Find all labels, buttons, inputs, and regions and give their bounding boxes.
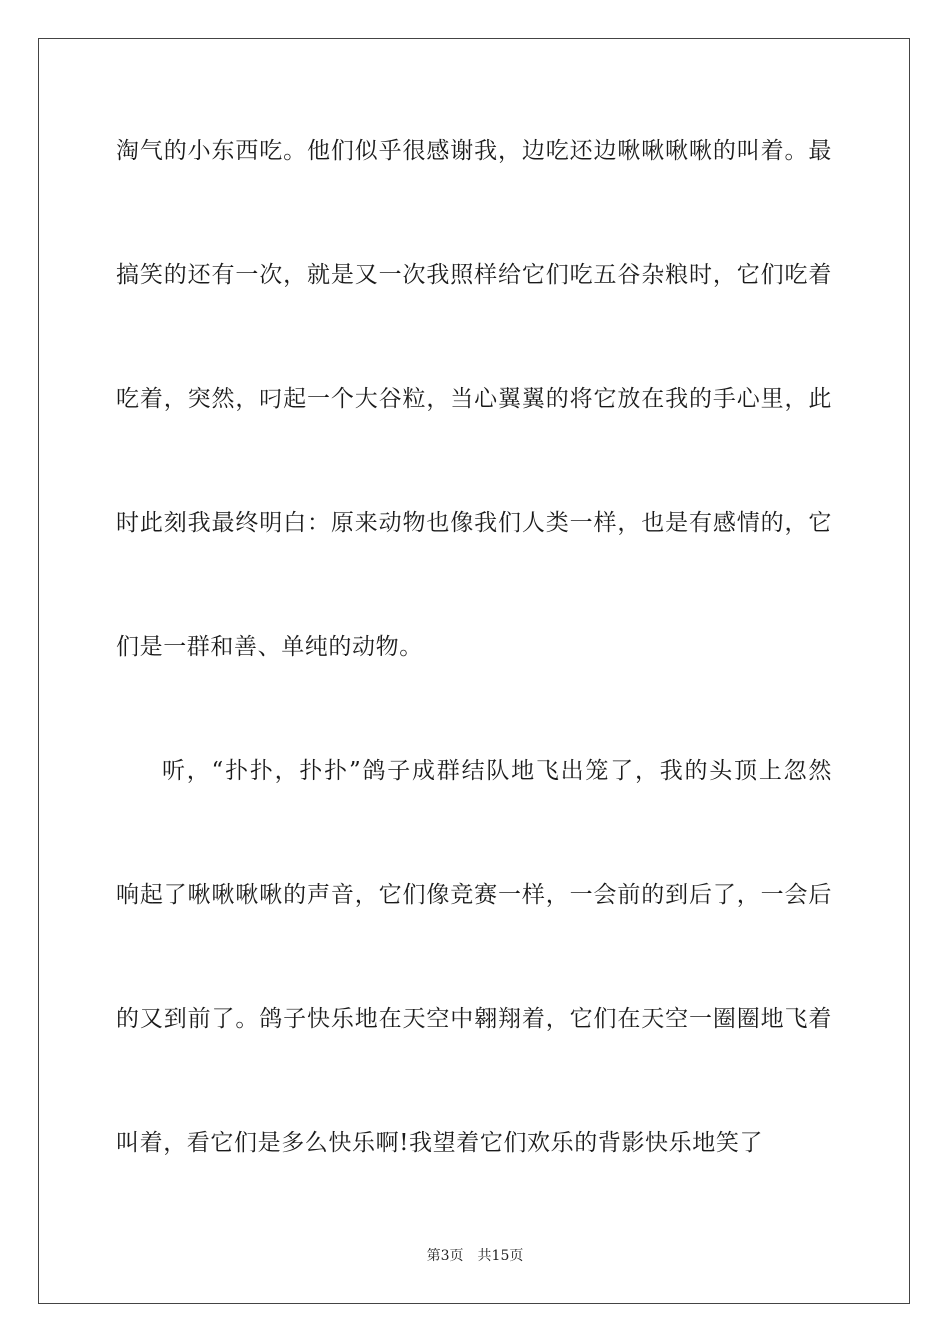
text-line: 响起了啾啾啾啾的声音，它们像竞赛一样，一会前的到后了，一会后 (116, 882, 832, 908)
text-line: 时此刻我最终明白：原来动物也像我们人类一样，也是有感情的，它 (116, 510, 832, 536)
text-line: 淘气的小东西吃。他们似乎很感谢我，边吃还边啾啾啾啾的叫着。最 (116, 138, 832, 164)
page-footer (0, 1247, 950, 1265)
text-line: 们是一群和善、单纯的动物。 (116, 634, 423, 660)
text-line: 的又到前了。鸽子快乐地在天空中翱翔着，它们在天空一圈圈地飞着 (116, 1006, 832, 1032)
page-total: 共15页 (477, 1248, 524, 1264)
page-number: 第3页 (426, 1248, 464, 1264)
paragraph-start-line: 听，“扑扑，扑扑”鸽子成群结队地飞出笼了，我的头顶上忽然 (162, 758, 832, 784)
page-border (38, 38, 910, 1304)
text-line: 吃着，突然，叼起一个大谷粒，当心翼翼的将它放在我的手心里，此 (116, 386, 832, 412)
text-line: 搞笑的还有一次，就是又一次我照样给它们吃五谷杂粮时，它们吃着 (116, 262, 832, 288)
text-line: 叫着，看它们是多么快乐啊!我望着它们欢乐的背影快乐地笑了 (116, 1130, 764, 1156)
